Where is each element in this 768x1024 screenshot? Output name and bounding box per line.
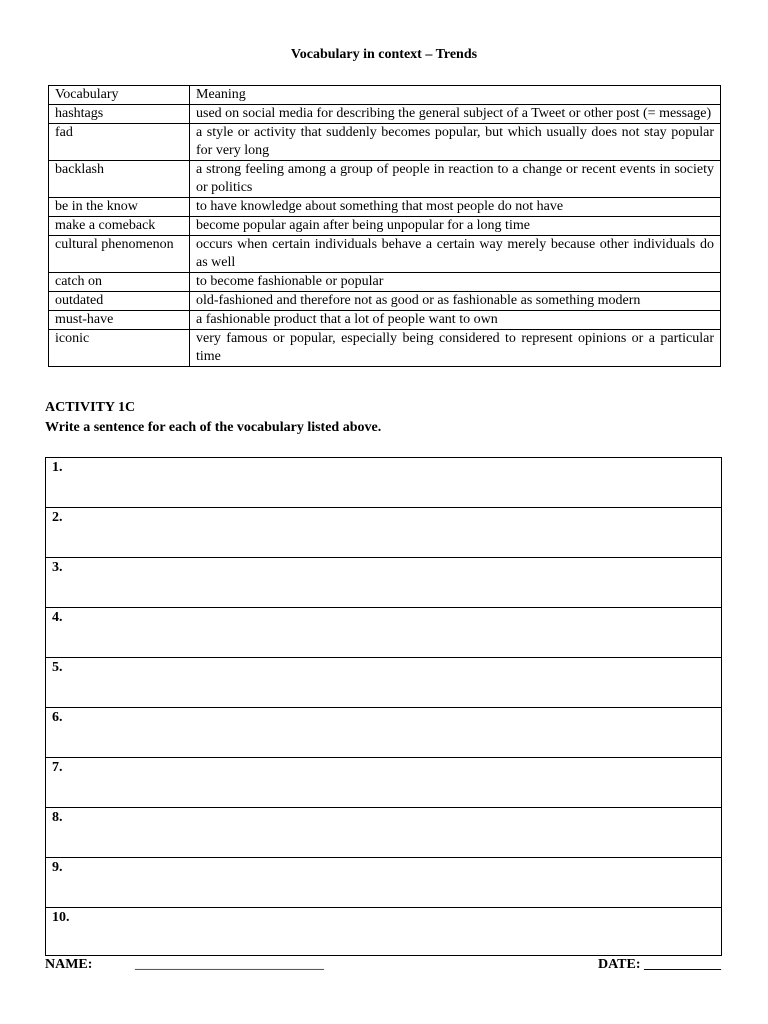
activity-instructions: Write a sentence for each of the vocabulary listed above. bbox=[45, 420, 382, 435]
vocab-term: backlash bbox=[49, 161, 190, 198]
vocab-meaning: a style or activity that suddenly becomes popular, but which usually does not stay popular for very long bbox=[190, 124, 721, 161]
answer-row[interactable] bbox=[46, 908, 721, 955]
answer-row[interactable] bbox=[46, 808, 721, 858]
answer-number: 6. bbox=[52, 710, 63, 725]
table-row bbox=[49, 217, 721, 236]
table-row bbox=[49, 105, 721, 124]
vocab-term: make a comeback bbox=[49, 217, 190, 236]
answer-number: 5. bbox=[52, 660, 63, 675]
date-field[interactable]: ___________ bbox=[644, 957, 721, 972]
answer-box bbox=[45, 457, 722, 956]
vocab-term: be in the know bbox=[49, 198, 190, 217]
vocab-term: cultural phenomenon bbox=[49, 236, 190, 273]
vocab-term: must-have bbox=[49, 311, 190, 330]
answer-number: 10. bbox=[52, 910, 70, 925]
column-header-vocabulary: Vocabulary bbox=[49, 86, 190, 105]
table-row bbox=[49, 273, 721, 292]
answer-row[interactable] bbox=[46, 658, 721, 708]
table-header-row bbox=[49, 86, 721, 105]
vocab-meaning: very famous or popular, especially being considered to represent opinions or a particular time bbox=[190, 330, 721, 367]
vocab-meaning: to become fashionable or popular bbox=[190, 273, 721, 292]
table-row bbox=[49, 311, 721, 330]
answer-row[interactable] bbox=[46, 458, 721, 508]
answer-number: 8. bbox=[52, 810, 63, 825]
name-field[interactable]: ___________________________ bbox=[135, 957, 324, 972]
answer-row[interactable] bbox=[46, 708, 721, 758]
answer-number: 1. bbox=[52, 460, 63, 475]
answer-number: 7. bbox=[52, 760, 63, 775]
activity-title: ACTIVITY 1C bbox=[45, 400, 136, 415]
vocab-meaning: used on social media for describing the general subject of a Tweet or other post (= message) bbox=[190, 105, 721, 124]
table-row bbox=[49, 198, 721, 217]
table-row bbox=[49, 124, 721, 161]
vocab-term: iconic bbox=[49, 330, 190, 367]
vocab-meaning: become popular again after being unpopular for a long time bbox=[190, 217, 721, 236]
date-label: DATE: bbox=[597, 957, 641, 972]
answer-row[interactable] bbox=[46, 558, 721, 608]
table-row bbox=[49, 161, 721, 198]
answer-row[interactable] bbox=[46, 758, 721, 808]
vocab-meaning: to have knowledge about something that most people do not have bbox=[190, 198, 721, 217]
vocab-term: outdated bbox=[49, 292, 190, 311]
table-row bbox=[49, 292, 721, 311]
vocab-meaning: occurs when certain individuals behave a certain way merely because other individuals do as well bbox=[190, 236, 721, 273]
table-row bbox=[49, 236, 721, 273]
page-title: Vocabulary in context – Trends bbox=[290, 47, 478, 62]
answer-row[interactable] bbox=[46, 508, 721, 558]
vocab-term: fad bbox=[49, 124, 190, 161]
name-label: NAME: bbox=[45, 957, 93, 972]
answer-number: 3. bbox=[52, 560, 63, 575]
date-block bbox=[598, 957, 721, 973]
column-header-meaning: Meaning bbox=[190, 86, 721, 105]
vocab-meaning: a fashionable product that a lot of people want to own bbox=[190, 311, 721, 330]
answer-row[interactable] bbox=[46, 858, 721, 908]
vocabulary-table bbox=[48, 85, 721, 367]
answer-number: 4. bbox=[52, 610, 63, 625]
vocab-meaning: a strong feeling among a group of people in reaction to a change or recent events in society or politics bbox=[190, 161, 721, 198]
answer-row[interactable] bbox=[46, 608, 721, 658]
answer-number: 2. bbox=[52, 510, 63, 525]
table-row bbox=[49, 330, 721, 367]
vocab-term: catch on bbox=[49, 273, 190, 292]
answer-number: 9. bbox=[52, 860, 63, 875]
vocab-meaning: old-fashioned and therefore not as good or as fashionable as something modern bbox=[190, 292, 721, 311]
vocab-term: hashtags bbox=[49, 105, 190, 124]
